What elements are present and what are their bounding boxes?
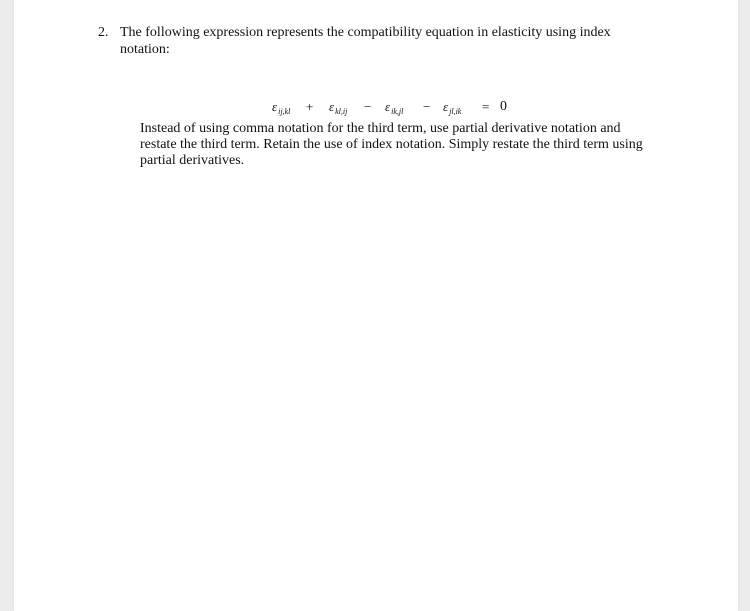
plus-operator: + bbox=[306, 99, 314, 114]
question-number: 2. bbox=[98, 25, 109, 40]
question-block bbox=[98, 24, 638, 116]
compatibility-equation bbox=[98, 98, 638, 118]
minus-operator-1: − bbox=[364, 99, 372, 114]
term-3-subscript: ik,jl bbox=[391, 107, 404, 116]
instructions-paragraph: Instead of using comma notation for the third term, use partial derivative notation and restate the third term. Retain the use of index notation. Simply restate the third term using partial derivatives. bbox=[140, 121, 643, 168]
equation-term-4 bbox=[443, 98, 461, 117]
equals-sign: = bbox=[482, 99, 490, 114]
equation-term-2 bbox=[329, 98, 347, 117]
term-4-subscript: jl,ik bbox=[449, 107, 462, 116]
minus-operator-2: − bbox=[423, 99, 431, 114]
question-intro: The following expression represents the compatibility equation in elasticity using index notation: bbox=[120, 25, 611, 57]
epsilon-symbol: ε bbox=[272, 99, 278, 114]
document-page bbox=[14, 0, 738, 611]
term-2-subscript: kl,ij bbox=[335, 107, 348, 116]
epsilon-symbol: ε bbox=[443, 99, 449, 114]
equation-rhs: 0 bbox=[500, 99, 507, 114]
equation-term-3 bbox=[385, 98, 403, 117]
epsilon-symbol: ε bbox=[329, 99, 335, 114]
epsilon-symbol: ε bbox=[385, 99, 391, 114]
equation-term-1 bbox=[272, 98, 290, 117]
term-1-subscript: ij,kl bbox=[278, 107, 291, 116]
